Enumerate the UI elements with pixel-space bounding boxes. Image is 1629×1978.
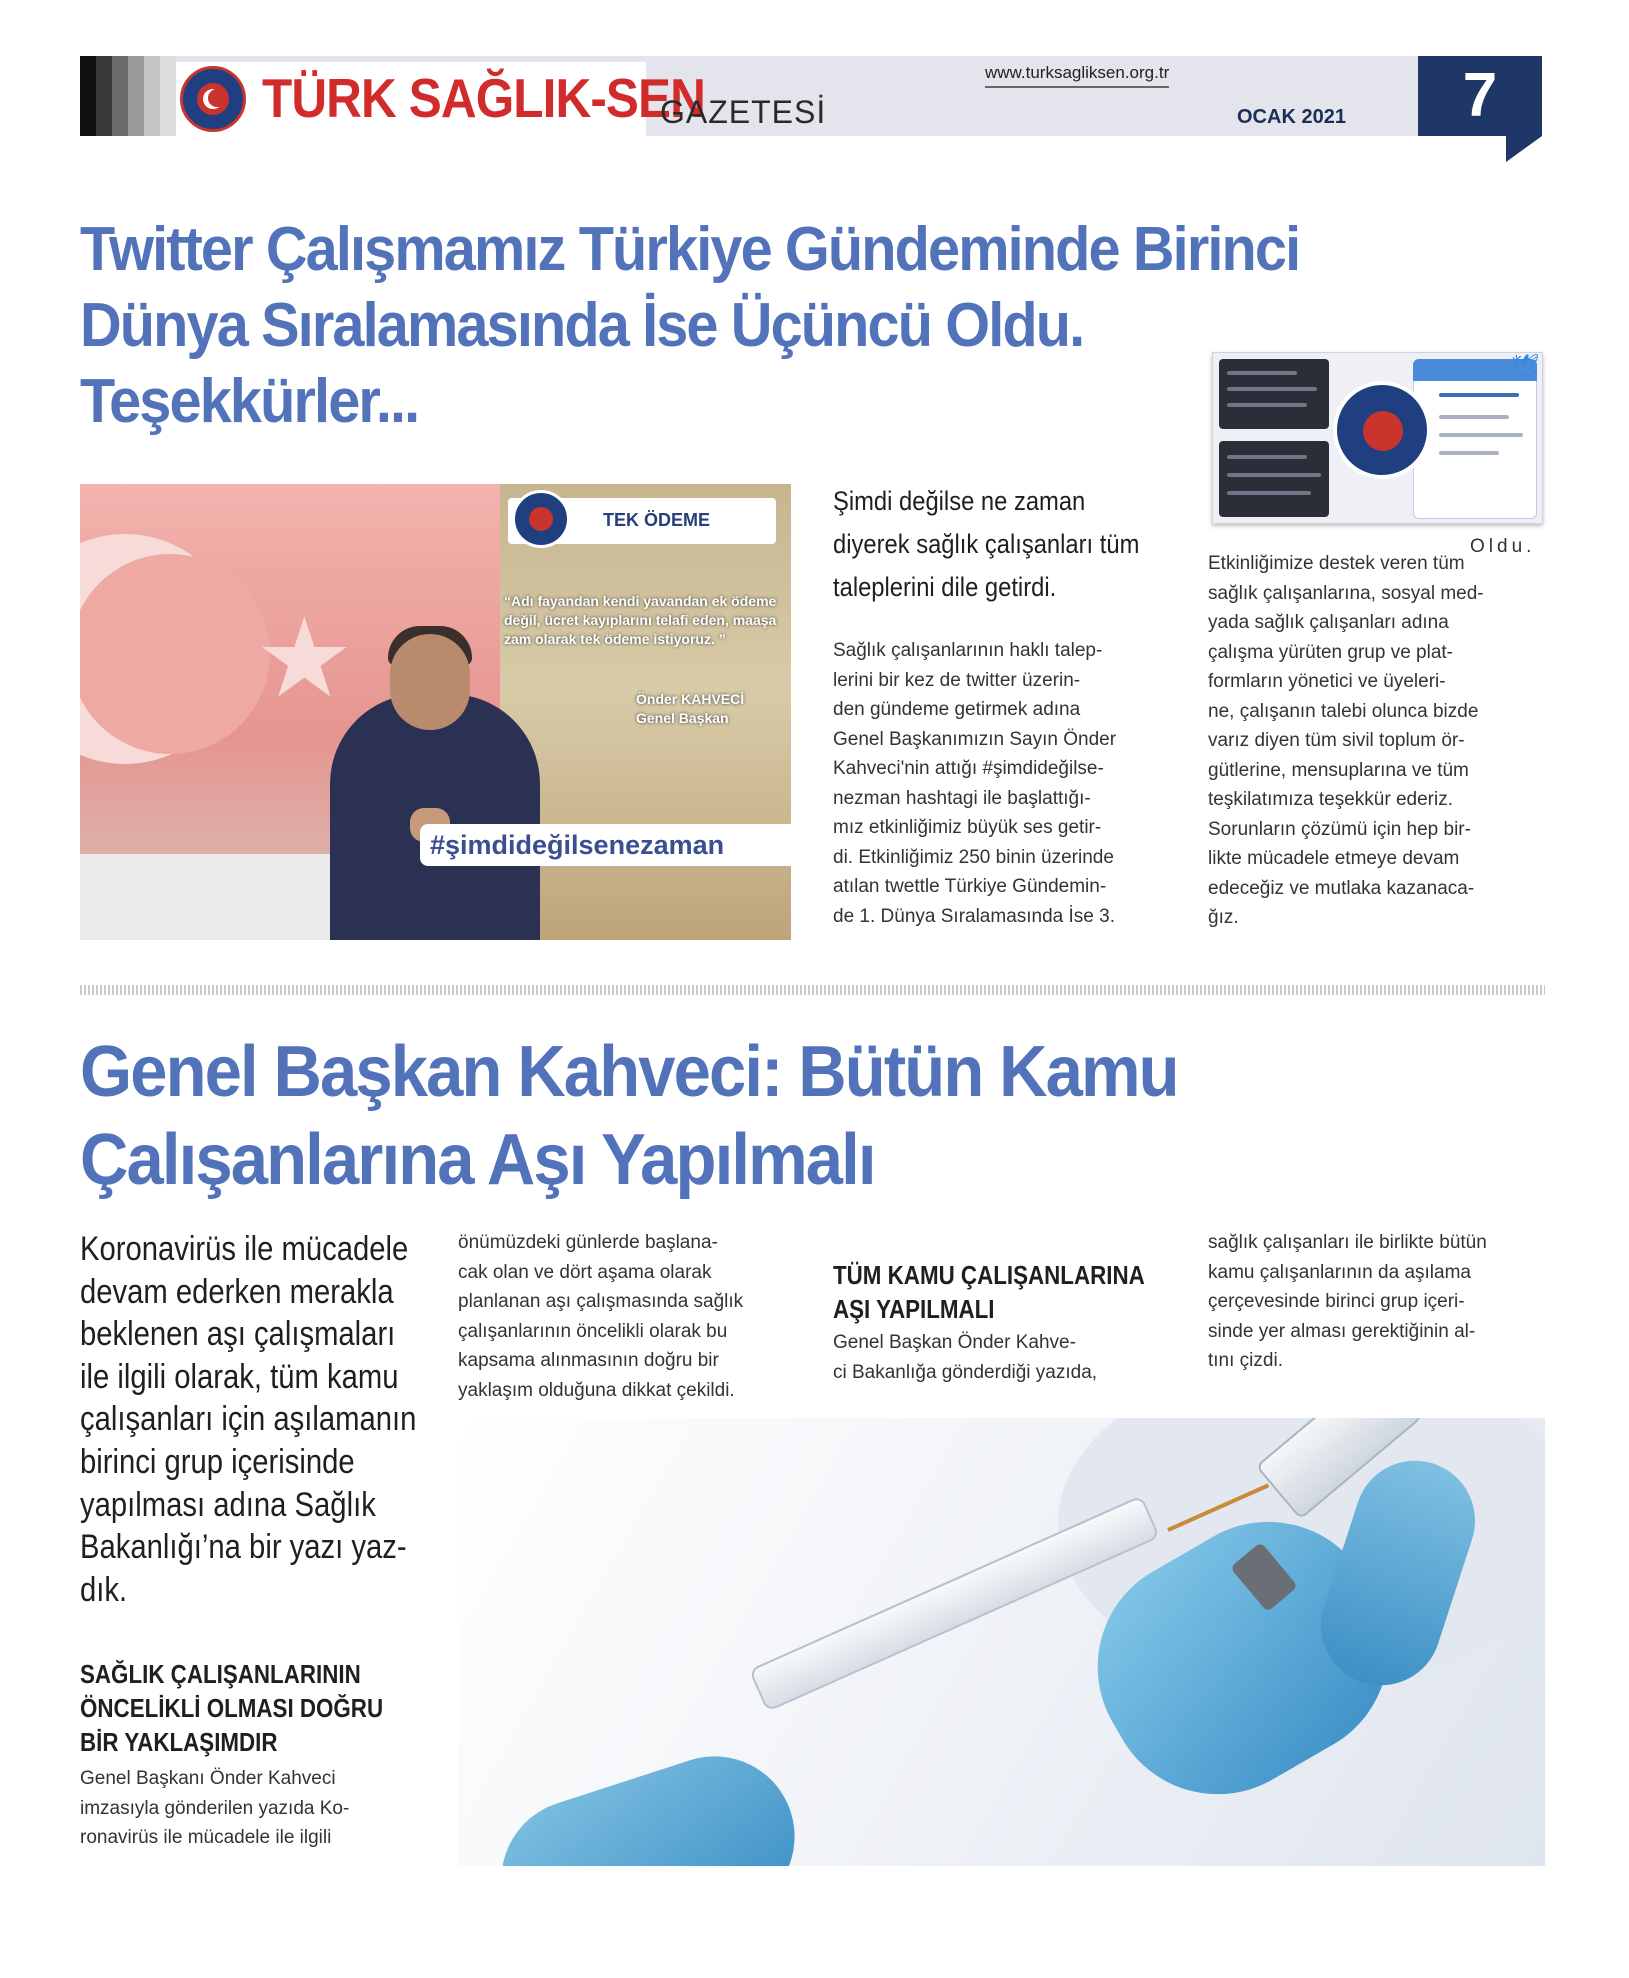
body-line: Genel Başkan Önder Kahve- bbox=[833, 1332, 1076, 1353]
body-line: ronavirüs ile mücadele ile ilgili bbox=[80, 1827, 332, 1848]
body-line: Kahveci'nin attığı #şimdideğilse- bbox=[833, 758, 1104, 779]
body-line: sağlık çalışanlarına, sosyal med- bbox=[1208, 582, 1484, 604]
photo-hashtag: #şimdideğilsenezaman bbox=[430, 830, 725, 860]
lead-line: dık. bbox=[80, 1570, 128, 1609]
photo-signature bbox=[636, 690, 744, 728]
body-line: Sorunların çözümü için hep bir- bbox=[1208, 818, 1471, 840]
body-line: gütlerine, mensuplarına ve tüm bbox=[1208, 759, 1469, 781]
article2-subheading-1 bbox=[80, 1657, 390, 1759]
headline-line: Twitter Çalışmamız Türkiye Gündeminde Birinci bbox=[80, 215, 1300, 284]
article1-lead bbox=[833, 480, 1140, 609]
gazette-label: GAZETESİ bbox=[660, 94, 827, 130]
article2-column-a bbox=[80, 1764, 415, 1853]
body-line: formların yönetici ve üyeleri- bbox=[1208, 671, 1446, 692]
subheading-line: TÜM KAMU ÇALIŞANLARINA bbox=[833, 1260, 1145, 1290]
article2-column-c bbox=[833, 1328, 1168, 1387]
header-stripes bbox=[80, 56, 176, 136]
lead-line: Koronavirüs ile mücadele bbox=[80, 1230, 409, 1268]
twitter-bird-icon: 🕊 bbox=[1511, 353, 1539, 378]
body-line: nezman hashtagi ile başlattığı- bbox=[833, 787, 1091, 809]
body-line: çalışanlarının öncelikli olarak bu bbox=[458, 1320, 728, 1342]
section-divider bbox=[80, 985, 1545, 995]
body-line: den gündeme getirmek adına bbox=[833, 699, 1081, 720]
article2-column-b bbox=[458, 1228, 793, 1405]
body-line: sağlık çalışanları ile birlikte bütün bbox=[1208, 1232, 1487, 1253]
union-seal-icon bbox=[512, 490, 570, 548]
body-line: yaklaşım olduğuna dikkat çekildi. bbox=[458, 1379, 735, 1401]
headline-line: Teşekkürler... bbox=[80, 367, 419, 436]
lead-line: ile ilgili olarak, tüm kamu bbox=[80, 1357, 399, 1396]
body-line: di. Etkinliğimiz 250 binin üzerinde bbox=[833, 846, 1114, 868]
body-line: tını çizdi. bbox=[1208, 1350, 1283, 1371]
headline-line: Genel Başkan Kahveci: Bütün Kamu bbox=[80, 1032, 1178, 1112]
union-seal-icon bbox=[1333, 381, 1431, 479]
subheading-line: SAĞLIK ÇALIŞANLARININ bbox=[80, 1659, 361, 1689]
lead-line: diyerek sağlık çalışanları tüm bbox=[833, 529, 1140, 559]
body-line: kapsama alınmasının doğru bir bbox=[458, 1350, 719, 1371]
body-line: mız etkinliğimiz büyük ses getir- bbox=[833, 817, 1102, 838]
body-line: teşkilatımıza teşekkür ederiz. bbox=[1208, 789, 1453, 810]
body-line: kamu çalışanlarının da aşılama bbox=[1208, 1261, 1471, 1283]
vaccine-syringe-photo bbox=[458, 1418, 1545, 1866]
body-line: sinde yer alması gerektiğinin al- bbox=[1208, 1320, 1476, 1342]
body-line: cak olan ve dört aşama olarak bbox=[458, 1261, 712, 1283]
subheading-line: ÖNCELİKLİ OLMASI DOĞRU bbox=[80, 1693, 384, 1723]
body-line: planlanan aşı çalışmasında sağlık bbox=[458, 1291, 744, 1312]
body-line: çalışma yürüten grup ve plat- bbox=[1208, 641, 1454, 663]
headline-line: Dünya Sıralamasında İse Üçüncü Oldu. bbox=[80, 291, 1084, 360]
lead-line: taleplerini dile getirdi. bbox=[833, 572, 1057, 602]
article1-column1 bbox=[833, 636, 1168, 931]
headline-line: Çalışanlarına Aşı Yapılmalı bbox=[80, 1120, 875, 1200]
body-line: de 1. Dünya Sıralamasında İse 3. bbox=[833, 905, 1115, 927]
lead-line: beklenen aşı çalışmaları bbox=[80, 1315, 396, 1354]
article1-column2 bbox=[1208, 549, 1543, 933]
lead-line: devam ederken merakla bbox=[80, 1272, 394, 1311]
twitter-trends-screenshot bbox=[1212, 352, 1543, 524]
body-line: önümüzdeki günlerde başlana- bbox=[458, 1232, 718, 1253]
article1-column2-continuation: Oldu. bbox=[1470, 536, 1536, 557]
body-line: ne, çalışanın talebi olunca bizde bbox=[1208, 700, 1479, 722]
union-seal-icon bbox=[180, 66, 246, 132]
issue-date: OCAK 2021 bbox=[1237, 106, 1346, 128]
lead-line: birinci grup içerisinde bbox=[80, 1442, 355, 1481]
body-line: likte mücadele etmeye devam bbox=[1208, 848, 1460, 869]
body-line: Genel Başkanı Önder Kahveci bbox=[80, 1768, 336, 1789]
article2-column-d bbox=[1208, 1228, 1543, 1376]
photo-quote: “Adı fayandan kendi yavandan ek ödeme değil, ücret kayıplarını telafi eden, maaşa zam olarak tek ödeme istiyoruz. ” bbox=[504, 593, 777, 647]
body-line: edeceğiz ve mutlaka kazanaca- bbox=[1208, 877, 1475, 899]
body-line: atılan twettle Türkiye Gündemin- bbox=[833, 876, 1107, 897]
body-line: varız diyen tüm sivil toplum ör- bbox=[1208, 730, 1465, 751]
brand-name: TÜRK SAĞLIK-SEN bbox=[262, 67, 706, 129]
signature-title: Genel Başkan bbox=[636, 710, 729, 726]
body-line: lerini bir kez de twitter üzerin- bbox=[833, 669, 1081, 691]
kahveci-speech-photo: ★ TEK ÖDEME “Adı fayandan kendi yavandan ek ödeme değil, ücret kayıplarını telafi eden, maaşa zam olarak tek ödeme istiyoruz. ” Önder KAHVECİ Genel Başkan #şimdideğilsenezaman bbox=[80, 484, 791, 940]
article2-subheading-2 bbox=[833, 1258, 1143, 1326]
body-line: yada sağlık çalışanları adına bbox=[1208, 612, 1449, 633]
subheading-line: BİR YAKLAŞIMDIR bbox=[80, 1727, 278, 1757]
subheading-line: AŞI YAPILMALI bbox=[833, 1294, 995, 1324]
article2-lead bbox=[80, 1228, 417, 1611]
lead-line: Bakanlığı’na bir yazı yaz- bbox=[80, 1528, 407, 1567]
article1-headline bbox=[80, 212, 1299, 440]
body-line: ci Bakanlığa gönderdiği yazıda, bbox=[833, 1361, 1098, 1383]
article2-headline bbox=[80, 1028, 1178, 1204]
signature-name: Önder KAHVECİ bbox=[636, 691, 745, 707]
body-line: ğız. bbox=[1208, 907, 1239, 928]
body-line: Genel Başkanımızın Sayın Önder bbox=[833, 728, 1117, 750]
body-line: imzasıyla gönderilen yazıda Ko- bbox=[80, 1797, 350, 1819]
lead-line: çalışanları için aşılamanın bbox=[80, 1400, 417, 1439]
photo-badge: TEK ÖDEME bbox=[603, 510, 711, 530]
page-number: 7 bbox=[1462, 61, 1498, 130]
body-line: Etkinliğimize destek veren tüm bbox=[1208, 553, 1465, 574]
website-link[interactable]: www.turksagliksen.org.tr bbox=[985, 62, 1169, 88]
page-number-fold bbox=[1506, 136, 1542, 162]
body-line: Sağlık çalışanlarının haklı talep- bbox=[833, 640, 1103, 661]
body-line: çerçevesinde birinci grup içeri- bbox=[1208, 1291, 1465, 1312]
gloved-hand bbox=[481, 1736, 816, 1866]
lead-line: Şimdi değilse ne zaman bbox=[833, 486, 1086, 516]
lead-line: yapılması adına Sağlık bbox=[80, 1485, 376, 1524]
